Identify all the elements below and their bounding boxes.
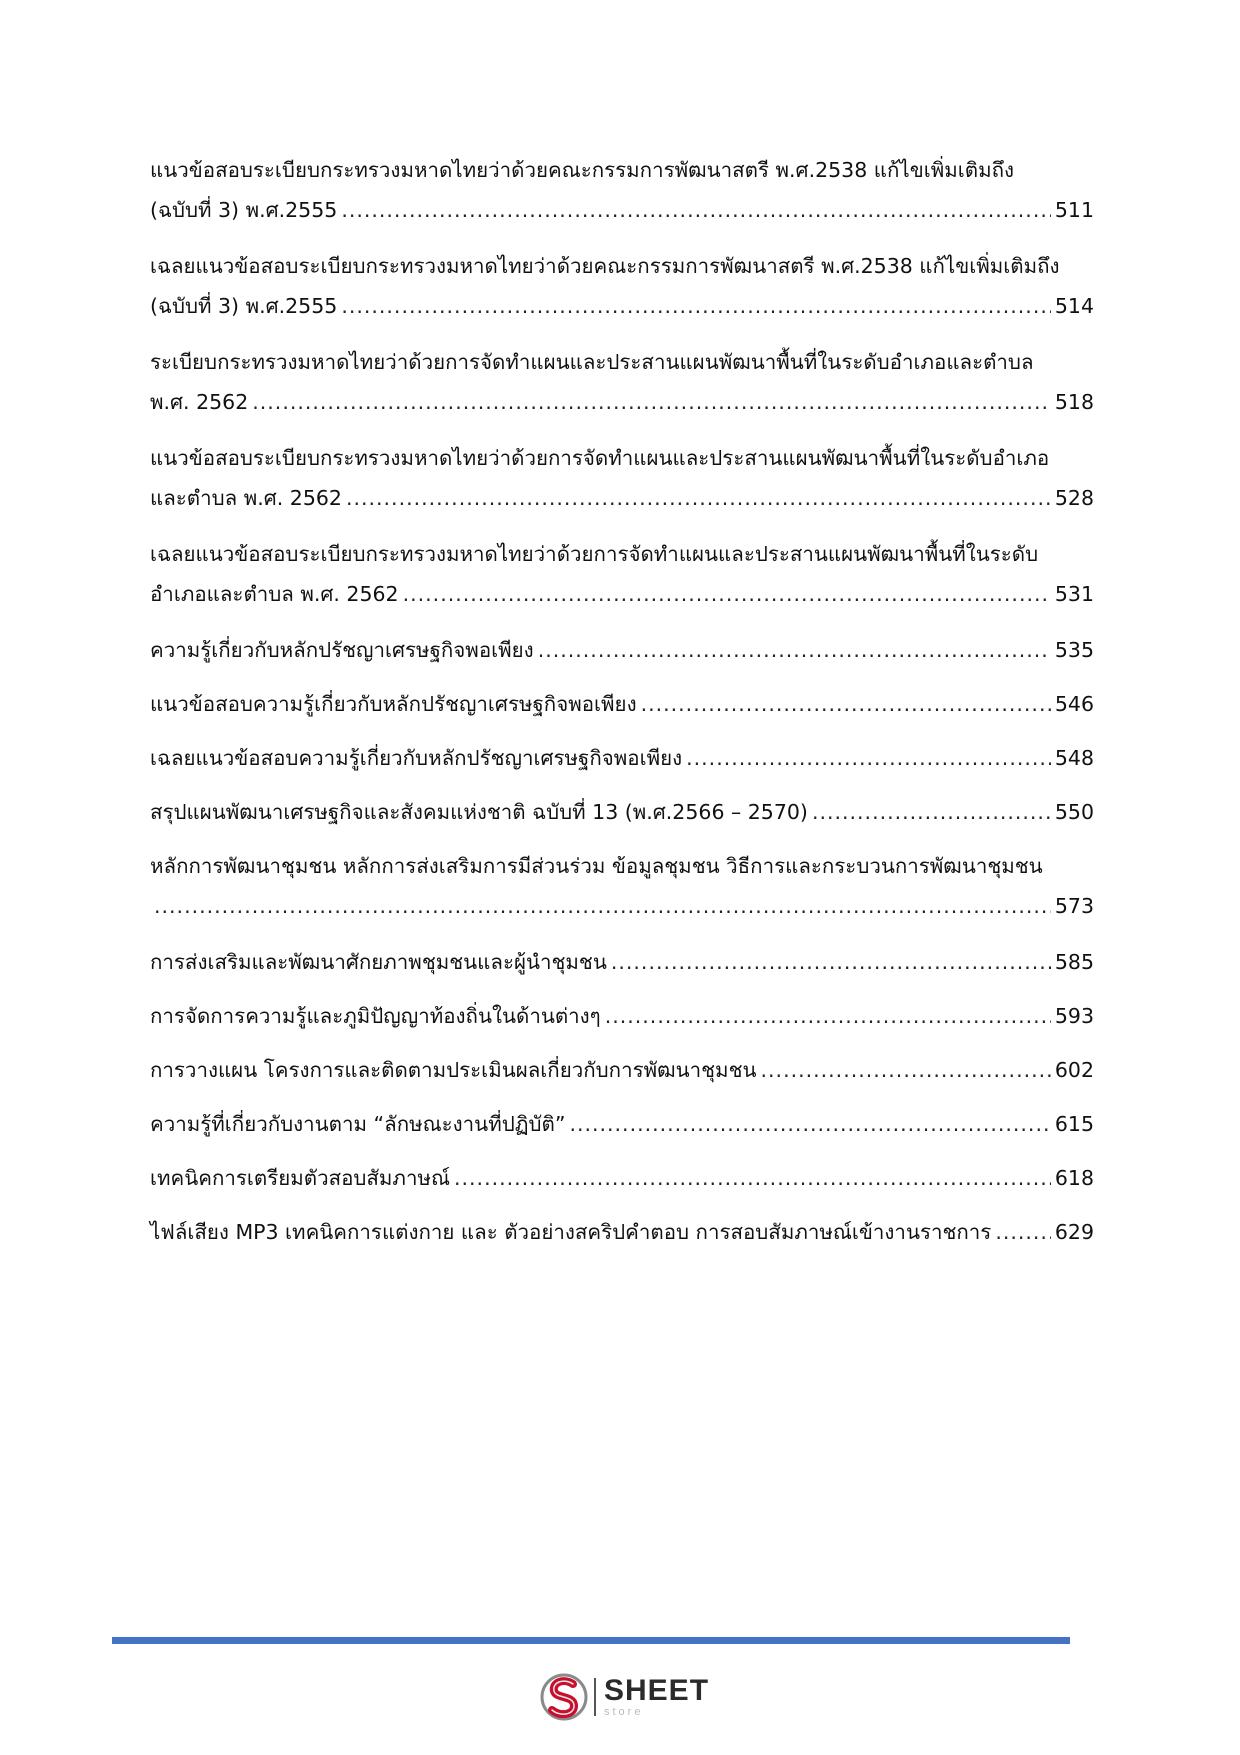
toc-page-number: 518	[1054, 390, 1094, 414]
toc-entry-title: การวางแผน โครงการและติดตามประเมินผลเกี่ยวกับการพัฒนาชุมชน	[150, 1058, 757, 1082]
toc-entry-title-line2: และตำบล พ.ศ. 2562	[150, 486, 342, 510]
toc-entry-title: เฉลยแนวข้อสอบความรู้เกี่ยวกับหลักปรัชญาเศรษฐกิจพอเพียง	[150, 746, 683, 770]
toc-page-number: 629	[1054, 1220, 1094, 1244]
dot-leader	[341, 190, 1051, 230]
footer-divider	[112, 1637, 1070, 1644]
toc-entry-title-line2: พ.ศ. 2562	[150, 390, 249, 414]
toc-page-number: 550	[1054, 800, 1094, 824]
toc-page-number: 548	[1054, 746, 1094, 770]
dot-leader	[686, 738, 1051, 778]
dot-leader	[569, 1104, 1050, 1144]
dot-leader	[346, 478, 1051, 518]
toc-page-number: 511	[1054, 198, 1094, 222]
toc-entry-title: เทคนิคการเตรียมตัวสอบสัมภาษณ์	[150, 1166, 450, 1190]
toc-entry-title: ความรู้เกี่ยวกับหลักปรัชญาเศรษฐกิจพอเพียง	[150, 638, 534, 662]
sheet-store-logo-icon	[540, 1672, 588, 1722]
sheet-store-logo	[540, 1672, 709, 1722]
toc-entry[interactable]	[150, 684, 1094, 724]
toc-page-number: 615	[1054, 1112, 1094, 1136]
toc-page-number: 602	[1054, 1058, 1094, 1082]
toc-entry[interactable]	[150, 630, 1094, 670]
dot-leader	[538, 630, 1051, 670]
dot-leader	[611, 942, 1051, 982]
toc-entry[interactable]	[150, 1212, 1094, 1252]
toc-entry[interactable]	[150, 1158, 1094, 1198]
toc-page-number: 535	[1054, 638, 1094, 662]
toc-page-number: 593	[1054, 1004, 1094, 1028]
toc-entry-title: การจัดการความรู้และภูมิปัญญาท้องถิ่นในด้านต่างๆ	[150, 1004, 601, 1028]
dot-leader	[761, 1050, 1051, 1090]
toc-entry[interactable]	[150, 942, 1094, 982]
toc-page-number: 528	[1054, 486, 1094, 510]
dot-leader	[454, 1158, 1051, 1198]
toc-entry[interactable]	[150, 846, 1094, 926]
dot-leader	[341, 286, 1051, 326]
toc-entry-title-line2: (ฉบับที่ 3) พ.ศ.2555	[150, 198, 338, 222]
toc-page-number: 618	[1054, 1166, 1094, 1190]
toc-entry[interactable]	[150, 1104, 1094, 1144]
toc-entry[interactable]	[150, 246, 1094, 326]
toc-entry-title: ความรู้ที่เกี่ยวกับงานตาม “ลักษณะงานที่ปฏิบัติ”	[150, 1112, 566, 1136]
toc-entry[interactable]	[150, 738, 1094, 778]
toc-entry-title-line1: เฉลยแนวข้อสอบระเบียบกระทรวงมหาดไทยว่าด้วยการจัดทำแผนและประสานแผนพัฒนาพื้นที่ในระดับ	[150, 542, 1039, 566]
toc-entry[interactable]	[150, 1050, 1094, 1090]
toc-entry-title-line2: อำเภอและตำบล พ.ศ. 2562	[150, 582, 399, 606]
toc-page-number: 573	[1054, 894, 1094, 918]
dot-leader	[252, 382, 1051, 422]
dot-leader	[641, 684, 1051, 724]
toc-entry-title-line1: เฉลยแนวข้อสอบระเบียบกระทรวงมหาดไทยว่าด้วยคณะกรรมการพัฒนาสตรี พ.ศ.2538 แก้ไขเพิ่มเติมถึง	[150, 254, 1060, 278]
toc-entry[interactable]	[150, 534, 1094, 614]
toc-entry-title: การส่งเสริมและพัฒนาศักยภาพชุมชนและผู้นำชุมชน	[150, 950, 607, 974]
dot-leader	[154, 886, 1051, 926]
logo-separator	[594, 1678, 596, 1716]
toc-entry-title-line1: แนวข้อสอบระเบียบกระทรวงมหาดไทยว่าด้วยคณะกรรมการพัฒนาสตรี พ.ศ.2538 แก้ไขเพิ่มเติมถึง	[150, 158, 1015, 182]
dot-leader	[995, 1212, 1051, 1252]
toc-entry[interactable]	[150, 438, 1094, 518]
toc-page-number: 531	[1054, 582, 1094, 606]
toc-entry-title: สรุปแผนพัฒนาเศรษฐกิจและสังคมแห่งชาติ ฉบับที่ 13 (พ.ศ.2566 – 2570)	[150, 800, 808, 824]
toc-page-number: 546	[1054, 692, 1094, 716]
dot-leader	[605, 996, 1051, 1036]
dot-leader	[812, 792, 1051, 832]
toc-entry-title: แนวข้อสอบความรู้เกี่ยวกับหลักปรัชญาเศรษฐกิจพอเพียง	[150, 692, 637, 716]
logo-brand-sub: store	[604, 1706, 644, 1718]
toc-entry-title: ไฟล์เสียง MP3 เทคนิคการแต่งกาย และ ตัวอย่างสคริปคำตอบ การสอบสัมภาษณ์เข้างานราชการ	[150, 1220, 992, 1244]
toc-entry-title-line1: แนวข้อสอบระเบียบกระทรวงมหาดไทยว่าด้วยการจัดทำแผนและประสานแผนพัฒนาพื้นที่ในระดับอำเภอ	[150, 446, 1050, 470]
toc-entry[interactable]	[150, 996, 1094, 1036]
logo-brand: SHEET	[604, 1674, 710, 1707]
toc-entry[interactable]	[150, 792, 1094, 832]
toc-entry[interactable]	[150, 150, 1094, 230]
toc-entry-title-line1: ระเบียบกระทรวงมหาดไทยว่าด้วยการจัดทำแผนและประสานแผนพัฒนาพื้นที่ในระดับอำเภอและตำบล	[150, 350, 1034, 374]
table-of-contents	[150, 150, 1094, 1266]
toc-entry-title-line2: (ฉบับที่ 3) พ.ศ.2555	[150, 294, 338, 318]
toc-page-number: 585	[1054, 950, 1094, 974]
toc-entry-title-line1: หลักการพัฒนาชุมชน หลักการส่งเสริมการมีส่วนร่วม ข้อมูลชุมชน วิธีการและกระบวนการพัฒนาชุมชน	[150, 854, 1043, 878]
toc-page-number: 514	[1054, 294, 1094, 318]
logo-wordmark	[604, 1676, 709, 1718]
dot-leader	[403, 574, 1051, 614]
toc-entry[interactable]	[150, 342, 1094, 422]
